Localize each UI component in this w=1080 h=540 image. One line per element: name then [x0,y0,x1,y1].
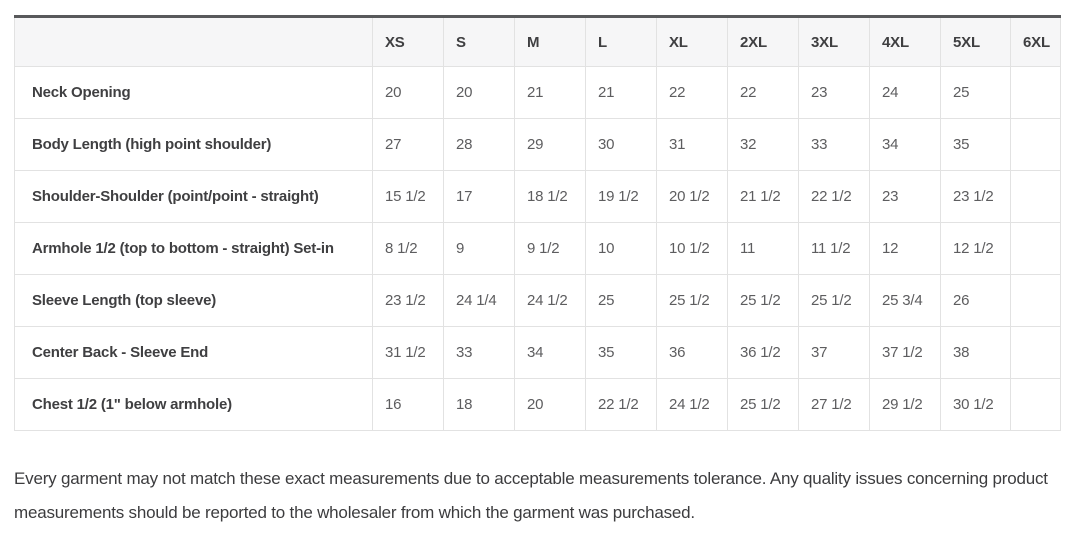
measurement-cell: 25 1/2 [657,275,728,327]
measurement-cell: 18 1/2 [515,171,586,223]
measurement-cell: 23 [870,171,941,223]
row-label: Body Length (high point shoulder) [15,119,373,171]
measurement-cell: 25 [941,67,1011,119]
table-row [15,275,1061,327]
measurement-cell: 37 1/2 [870,327,941,379]
measurement-cell: 27 1/2 [799,379,870,431]
measurement-cell: 36 1/2 [728,327,799,379]
measurement-cell: 22 [728,67,799,119]
measurement-cell: 23 [799,67,870,119]
column-header-4xl: 4XL [870,17,941,67]
measurement-cell [1011,223,1061,275]
table-row [15,119,1061,171]
column-header-m: M [515,17,586,67]
measurement-cell: 22 [657,67,728,119]
row-label: Chest 1/2 (1" below armhole) [15,379,373,431]
size-chart-table [14,15,1061,431]
measurement-cell: 24 1/2 [657,379,728,431]
measurement-cell: 31 [657,119,728,171]
row-label: Center Back - Sleeve End [15,327,373,379]
measurement-cell: 24 1/4 [444,275,515,327]
measurement-cell: 9 [444,223,515,275]
measurement-cell: 30 [586,119,657,171]
column-header-s: S [444,17,515,67]
measurement-cell: 23 1/2 [941,171,1011,223]
measurement-cell: 12 1/2 [941,223,1011,275]
table-row [15,171,1061,223]
measurement-cell [1011,67,1061,119]
measurement-cell: 28 [444,119,515,171]
measurement-cell: 25 3/4 [870,275,941,327]
header-row [15,17,1061,67]
measurement-cell: 21 [515,67,586,119]
measurement-cell: 11 1/2 [799,223,870,275]
measurement-cell: 9 1/2 [515,223,586,275]
table-row [15,223,1061,275]
measurement-cell: 30 1/2 [941,379,1011,431]
measurement-cell: 15 1/2 [373,171,444,223]
measurement-cell: 16 [373,379,444,431]
table-row [15,379,1061,431]
measurement-cell [1011,119,1061,171]
measurement-cell: 37 [799,327,870,379]
measurement-cell: 24 1/2 [515,275,586,327]
measurement-cell: 22 1/2 [799,171,870,223]
measurement-cell: 20 [373,67,444,119]
measurement-cell: 25 [586,275,657,327]
measurement-cell: 10 1/2 [657,223,728,275]
measurement-cell: 20 1/2 [657,171,728,223]
measurement-cell: 25 1/2 [728,275,799,327]
row-label: Shoulder-Shoulder (point/point - straight) [15,171,373,223]
column-header-xl: XL [657,17,728,67]
row-label: Sleeve Length (top sleeve) [15,275,373,327]
column-header-empty [15,17,373,67]
measurement-cell: 35 [941,119,1011,171]
measurement-cell: 10 [586,223,657,275]
column-header-6xl: 6XL [1011,17,1061,67]
measurement-cell: 32 [728,119,799,171]
measurement-cell [1011,275,1061,327]
measurement-cell: 8 1/2 [373,223,444,275]
column-header-l: L [586,17,657,67]
measurement-cell [1011,327,1061,379]
column-header-5xl: 5XL [941,17,1011,67]
measurement-cell: 25 1/2 [799,275,870,327]
measurement-cell: 36 [657,327,728,379]
row-label: Armhole 1/2 (top to bottom - straight) Set-in [15,223,373,275]
measurement-cell: 22 1/2 [586,379,657,431]
measurement-cell: 34 [515,327,586,379]
table-body [15,67,1061,431]
measurement-cell: 35 [586,327,657,379]
column-header-xs: XS [373,17,444,67]
column-header-3xl: 3XL [799,17,870,67]
measurement-cell: 21 1/2 [728,171,799,223]
measurement-cell: 19 1/2 [586,171,657,223]
row-label: Neck Opening [15,67,373,119]
measurement-cell: 20 [515,379,586,431]
measurement-tolerance-note: Every garment may not match these exact measurements due to acceptable measurements tolerance. Any quality issues concerning product measurements should be reported to the wholesaler from which the garment was purchased. [14,469,1048,522]
measurement-cell: 38 [941,327,1011,379]
table-row [15,67,1061,119]
measurement-cell [1011,379,1061,431]
measurement-cell: 33 [799,119,870,171]
measurement-cell: 29 1/2 [870,379,941,431]
measurement-cell: 21 [586,67,657,119]
table-row [15,327,1061,379]
measurement-cell: 23 1/2 [373,275,444,327]
measurement-cell: 18 [444,379,515,431]
measurement-cell: 33 [444,327,515,379]
measurement-cell: 20 [444,67,515,119]
measurement-cell: 25 1/2 [728,379,799,431]
measurement-cell: 11 [728,223,799,275]
measurement-cell: 12 [870,223,941,275]
measurement-cell: 24 [870,67,941,119]
measurement-cell: 31 1/2 [373,327,444,379]
measurement-cell: 34 [870,119,941,171]
measurement-cell [1011,171,1061,223]
measurement-cell: 17 [444,171,515,223]
measurement-cell: 29 [515,119,586,171]
column-header-2xl: 2XL [728,17,799,67]
measurement-cell: 26 [941,275,1011,327]
measurement-cell: 27 [373,119,444,171]
